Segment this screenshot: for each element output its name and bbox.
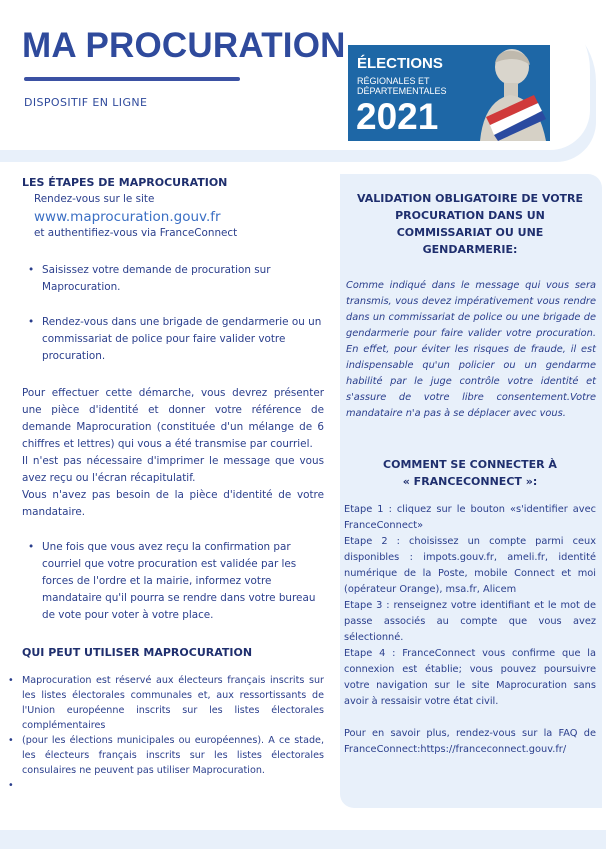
right-content [340, 174, 600, 758]
step-4: Etape 4 : FranceConnect vous confirme que la connexion est établie; vous pouvez poursuivre votre navigation sur le site Maprocuration sans avoir à ressaisir votre état civil. [344, 648, 596, 707]
list-item [8, 778, 324, 793]
marianne-statue-image [468, 45, 550, 141]
list-item: • (pour les élections municipales ou européennes). A ce stade, les électeurs français inscrits sur les listes électorales consulaires ne peuvent pas utiliser Maprocuration. [8, 733, 324, 778]
confirmation-list [22, 539, 324, 624]
banner-regionales: RÉGIONALES ET [357, 76, 430, 86]
steps-list [22, 262, 324, 365]
steps-heading: LES ÉTAPES DE MAPROCURATION [22, 176, 228, 189]
maprocuration-link[interactable]: www.maprocuration.gouv.fr [34, 209, 221, 225]
intro-text-1: Rendez-vous sur le site [34, 193, 155, 205]
connect-steps [344, 502, 596, 710]
page-title: MA PROCURATION [22, 26, 346, 65]
step-1: Etape 1 : cliquez sur le bouton «s'identifier avec FranceConnect» [344, 504, 596, 531]
step-2: Etape 2 : choisissez un compte parmi ceux disponibles : impots.gouv.fr, ameli.fr, identité numérique de la Poste, mobile Connect et moi (opérateur Orange), msa.fr, Alicem [344, 536, 596, 595]
page-subtitle: DISPOSITIF EN LIGNE [24, 96, 148, 109]
faq-text: Pour en savoir plus, rendez-vous sur la FAQ de FranceConnect:https://franceconnect.gouv.fr/ [344, 728, 596, 755]
right-panel [340, 174, 602, 808]
footer-band [0, 830, 606, 849]
banner-elections: ÉLECTIONS [357, 55, 443, 72]
who-heading: QUI PEUT UTILISER MAPROCURATION [22, 646, 253, 659]
connect-heading-line2: « FRANCECONNECT »: [402, 475, 538, 488]
who-list [8, 673, 324, 793]
page-header [0, 0, 606, 168]
connect-heading-line1: COMMENT SE CONNECTER À [383, 458, 557, 471]
list-item: • Saisissez votre demande de procuration sur Maprocuration. [22, 262, 324, 296]
list-item: • Une fois que vous avez reçu la confirmation par courriel que votre procuration est validée par les forces de l'ordre et la mairie, informez votre mandataire qu'il pourra se rendre dans votre bureau de vote pour voter à votre place. [22, 539, 324, 624]
list-item: • Rendez-vous dans une brigade de gendarmerie ou un commissariat de police pour faire valider votre procuration. [22, 314, 324, 365]
elections-banner [348, 45, 550, 141]
list-item: • Maprocuration est réservé aux électeurs français inscrits sur les listes électorales communales et, aux ressortissants de l'Union européenne inscrits sur les listes électorales complémentaires [8, 673, 324, 733]
validation-heading: VALIDATION OBLIGATOIRE DE VOTRE PROCURATION DANS UN COMMISSARIAT OU UNE GENDARMERIE: [356, 192, 584, 256]
paragraph-mandataire: Vous n'avez pas besoin de la pièce d'identité de votre mandataire. [22, 489, 324, 518]
intro-text-2: et authentifiez-vous via FranceConnect [34, 227, 238, 239]
paragraph-pieces: Pour effectuer cette démarche, vous devrez présenter une pièce d'identité et donner votre référence de demande Maprocuration (constituée d'un mélange de 6 chiffres et lettres) qui vous a été transmise par courriel. [22, 387, 324, 450]
banner-year: 2021 [356, 96, 439, 137]
left-column [22, 176, 324, 793]
step-3: Etape 3 : renseignez votre identifiant et le mot de passe associés au compte que vous avez sélectionné. [344, 600, 596, 643]
paragraph-imprimer: Il n'est pas nécessaire d'imprimer le message que vous avez reçu ou l'écran récapitulatif. [22, 455, 324, 484]
validation-text: Comme indiqué dans le message qui vous sera transmis, vous devez impérativement vous rendre dans un commissariat de police ou une brigade de gendarmerie pour faire valider votre procuration. En effet, pour éviter les risques de fraude, il est indispensable qu'un policier ou un gendarme habilité par le juge contrôle votre identité et s'assure de votre libre consentement.Votre mandataire n'a pas à se déplacer avec vous. [346, 280, 596, 419]
banner-departementales: DÉPARTEMENTALES [357, 86, 447, 96]
title-underline [24, 77, 240, 81]
